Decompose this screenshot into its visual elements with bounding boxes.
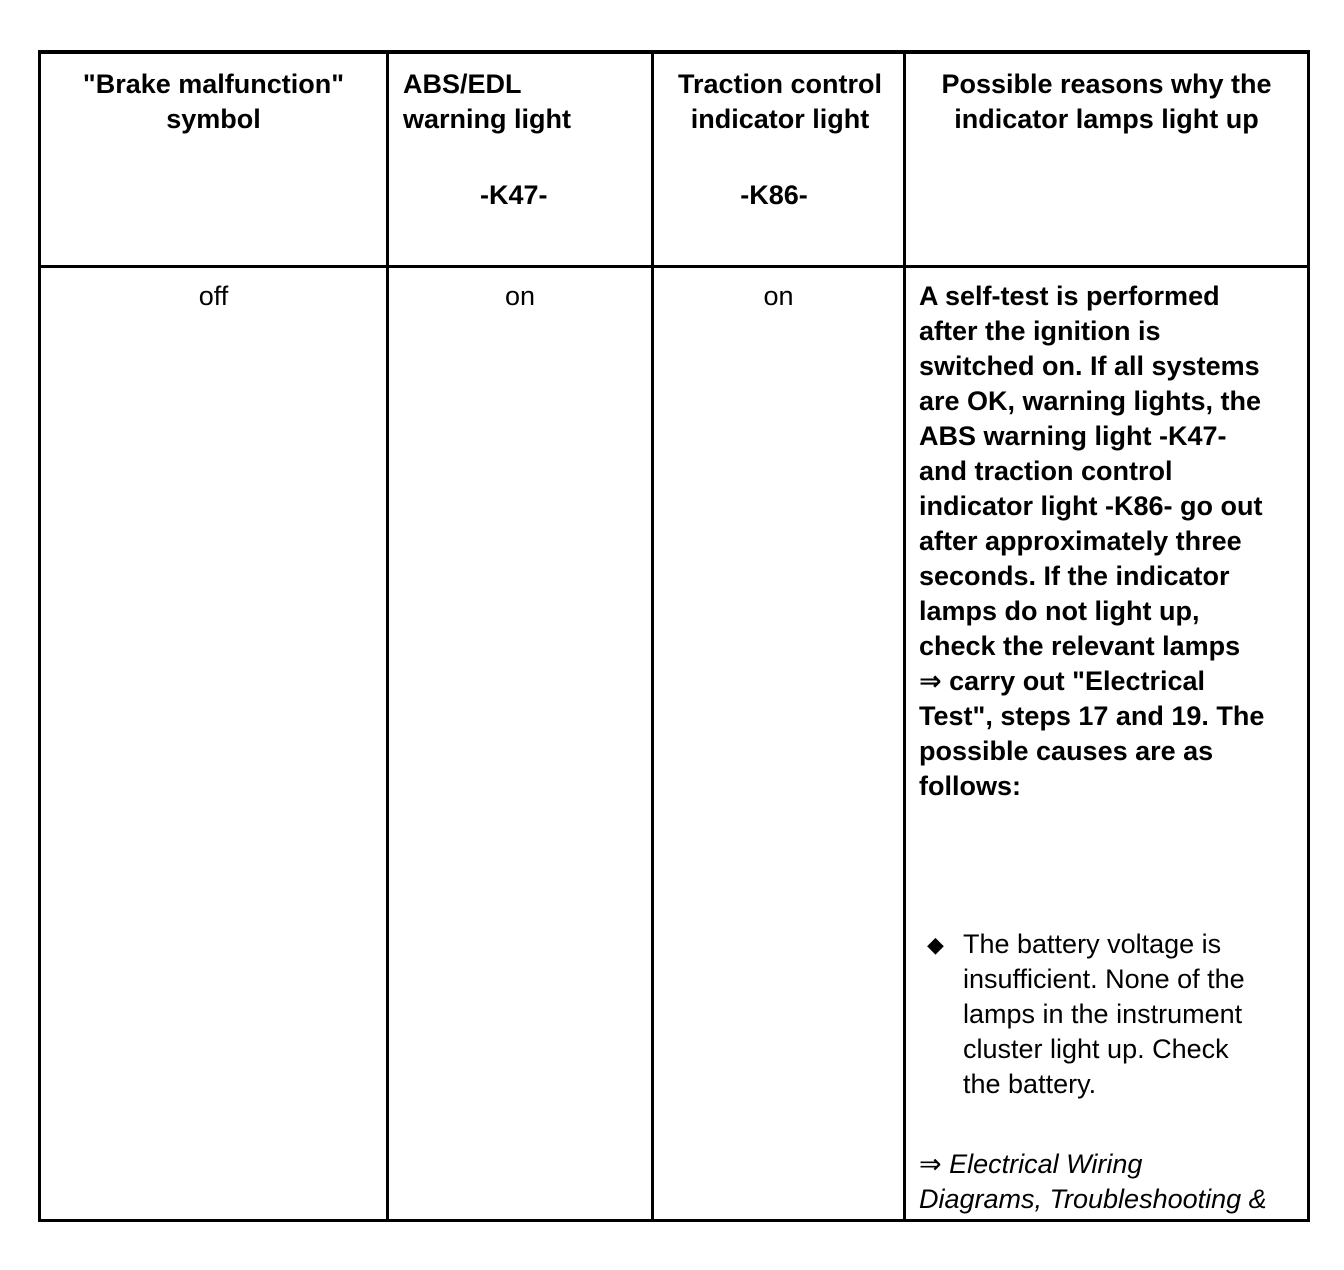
state-value: on xyxy=(504,281,536,311)
reason-line: seconds. If the indicator xyxy=(919,561,1230,591)
header-divider xyxy=(41,265,1307,268)
cell-traction-state xyxy=(654,279,903,314)
reason-line: possible causes are as xyxy=(919,736,1214,766)
header-text: Possible reasons why the xyxy=(941,69,1272,99)
reason-line: and traction control xyxy=(919,456,1173,486)
reference-link[interactable] xyxy=(919,1147,1309,1217)
reason-line: indicator light -K86- go out xyxy=(919,491,1263,521)
bullet-line: The battery voltage is xyxy=(963,929,1222,959)
state-value: on xyxy=(763,281,794,311)
reason-line: Test", steps 17 and 19. The xyxy=(919,701,1265,731)
bullet-text xyxy=(963,927,1245,1102)
header-text: Traction control xyxy=(677,69,883,99)
column-divider xyxy=(903,54,906,1219)
reason-line: follows: xyxy=(919,771,1021,801)
diagnostic-table xyxy=(38,50,1310,1222)
header-text: indicator light xyxy=(690,104,870,134)
reason-paragraph xyxy=(919,279,1309,804)
reason-line: lamps do not light up, xyxy=(919,596,1200,626)
reason-line: after the ignition is xyxy=(919,316,1161,346)
reason-line: ABS warning light -K47- xyxy=(919,421,1227,451)
bullet-line: the battery. xyxy=(963,1069,1097,1099)
header-text: indicator lamps light up xyxy=(954,104,1259,134)
bullet-line: lamps in the instrument xyxy=(963,999,1243,1029)
bullet-line: cluster light up. Check xyxy=(963,1034,1229,1064)
reason-line: A self-test is performed xyxy=(919,281,1220,311)
reason-line: check the relevant lamps xyxy=(919,631,1241,661)
header-text: "Brake malfunction" xyxy=(82,69,345,99)
header-brake-malfunction xyxy=(41,67,386,137)
reference-line[interactable]: Diagrams, Troubleshooting & xyxy=(919,1184,1267,1214)
column-divider xyxy=(386,54,389,1219)
reason-line: are OK, warning lights, the xyxy=(919,386,1262,416)
header-text: ABS/EDL xyxy=(403,69,522,99)
header-text: symbol xyxy=(166,104,261,134)
bullet-line: insufficient. None of the xyxy=(963,964,1245,994)
column-divider xyxy=(651,54,654,1219)
cell-brake-symbol-state xyxy=(41,279,386,314)
state-value: off xyxy=(198,281,229,311)
header-code: -K47- xyxy=(480,180,548,210)
reason-line: switched on. If all systems xyxy=(919,351,1260,381)
header-abs-edl-warning-light xyxy=(403,67,651,213)
reference-line[interactable]: ⇒ Electrical Wiring xyxy=(919,1149,1143,1179)
diamond-bullet-icon: ◆ xyxy=(927,932,944,957)
bullet-item xyxy=(919,927,1309,1102)
header-possible-reasons xyxy=(906,67,1307,137)
cell-abs-edl-state xyxy=(389,279,651,314)
header-traction-control-light xyxy=(654,67,906,213)
cell-possible-reasons xyxy=(919,279,1309,1217)
reason-line: after approximately three xyxy=(919,526,1242,556)
reason-line: ⇒ carry out "Electrical xyxy=(919,666,1206,696)
header-text: warning light xyxy=(403,104,571,134)
header-code: -K86- xyxy=(740,180,808,210)
